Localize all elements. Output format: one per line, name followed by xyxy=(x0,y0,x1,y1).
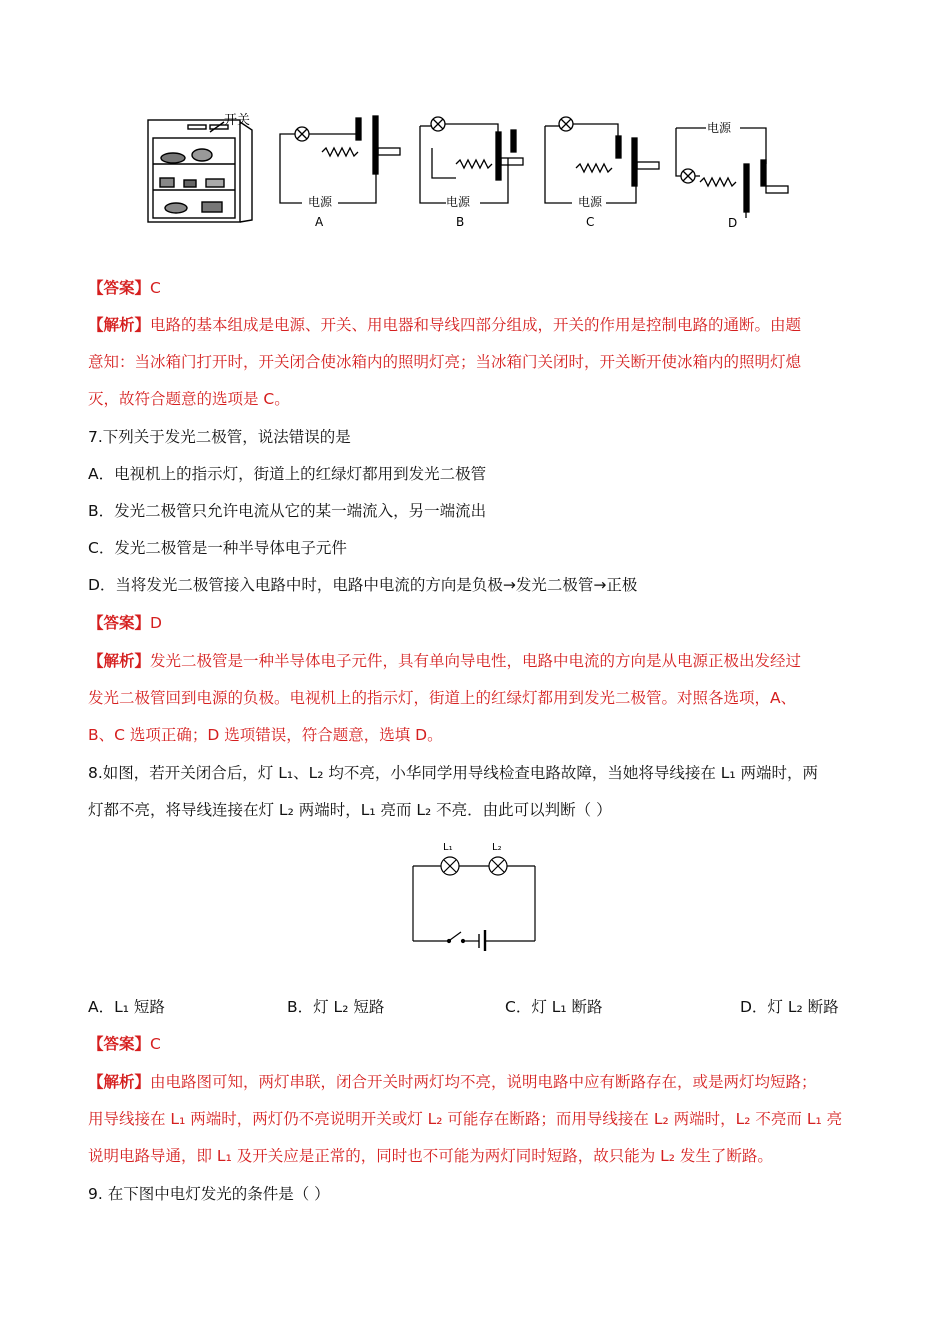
q7-option: D．当将发光二极管接入电路中时，电路中电流的方向是负极→发光二极管→正极 xyxy=(88,576,638,594)
q8-answer xyxy=(88,1033,161,1055)
q6-analysis-line xyxy=(88,314,801,336)
q8-circuit-figure xyxy=(405,836,545,951)
switch-label: 开关 xyxy=(224,113,251,128)
q8-option: D．灯 L₂ 断路 xyxy=(740,998,839,1016)
q7-option: C．发光二极管是一种半导体电子元件 xyxy=(88,539,347,557)
q7-question: 7.下列关于发光二极管，说法错误的是 xyxy=(88,428,351,446)
circuit-a xyxy=(280,116,400,203)
q8-circuit-svg xyxy=(405,836,545,951)
circuit-b xyxy=(420,117,523,203)
fridge-circuits-svg xyxy=(140,108,790,233)
answer-tag: 【答案】 xyxy=(88,1035,151,1053)
label-a: A xyxy=(315,215,324,229)
q8-analysis-line: 说明电路导通，即 L₁ 及开关应是正常的，同时也不可能为两灯同时短路，故只能为 L₂ 发生了断路。 xyxy=(88,1147,773,1165)
l1-label: L₁ xyxy=(443,842,453,853)
power-label-c: 电源 xyxy=(578,195,603,209)
analysis-tag: 【解析】 xyxy=(88,1073,151,1091)
answer-tag: 【答案】 xyxy=(88,279,151,297)
circuit-d xyxy=(676,128,788,218)
label-b: B xyxy=(456,215,465,229)
answer-tag: 【答案】 xyxy=(88,614,151,632)
q7-option: B．发光二极管只允许电流从它的某一端流入，另一端流出 xyxy=(88,502,487,520)
q6-analysis-line: 意知：当冰箱门打开时，开关闭合使冰箱内的照明灯亮；当冰箱门关闭时，开关断开使冰箱内的照明灯熄 xyxy=(88,353,802,371)
q8-question-line: 灯都不亮，将导线连接在灯 L₂ 两端时，L₁ 亮而 L₂ 不亮．由此可以判断（ ） xyxy=(88,801,612,819)
fridge-illustration xyxy=(148,120,252,222)
fridge-circuits-figure xyxy=(140,108,790,233)
q8-question-line: 8.如图，若开关闭合后，灯 L₁、L₂ 均不亮，小华同学用导线检查电路故障，当她将导线接在 L₁ 两端时，两 xyxy=(88,764,819,782)
label-c: C xyxy=(586,215,595,229)
circuit-c xyxy=(545,117,659,203)
label-d: D xyxy=(728,216,738,230)
q7-option: A．电视机上的指示灯，街道上的红绿灯都用到发光二极管 xyxy=(88,465,487,483)
answer-value: D xyxy=(150,614,162,632)
q7-analysis-line: 发光二极管回到电源的负极。电视机上的指示灯，街道上的红绿灯都用到发光二极管。对照各选项，A、 xyxy=(88,689,797,707)
q9-question: 9. 在下图中电灯发光的条件是（ ） xyxy=(88,1185,330,1203)
power-label-b: 电源 xyxy=(446,195,471,209)
q8-option: B．灯 L₂ 短路 xyxy=(287,998,385,1016)
analysis-text: 发光二极管是一种半导体电子元件，具有单向导电性，电路中电流的方向是从电源正极出发经过 xyxy=(150,652,802,670)
power-label-a: 电源 xyxy=(308,195,333,209)
analysis-text: 电路的基本组成是电源、开关、用电器和导线四部分组成，开关的作用是控制电路的通断。由题 xyxy=(150,316,802,334)
q6-answer xyxy=(88,277,161,299)
q6-analysis-line: 灭，故符合题意的选项是 C。 xyxy=(88,390,290,408)
q8-analysis-line: 用导线接在 L₁ 两端时，两灯仍不亮说明开关或灯 L₂ 可能存在断路；而用导线接在 L₂ 两端时，L₂ 不亮而 L₁ 亮 xyxy=(88,1110,843,1128)
q8-option: C．灯 L₁ 断路 xyxy=(505,998,603,1016)
answer-value: C xyxy=(150,279,161,297)
q8-analysis-line xyxy=(88,1071,817,1093)
q7-analysis-line xyxy=(88,650,801,672)
q7-answer xyxy=(88,612,162,634)
q8-option: A．L₁ 短路 xyxy=(88,998,165,1016)
analysis-text: 由电路图可知，两灯串联，闭合开关时两灯均不亮，说明电路中应有断路存在，或是两灯均短路； xyxy=(150,1073,817,1091)
analysis-tag: 【解析】 xyxy=(88,652,151,670)
answer-value: C xyxy=(150,1035,161,1053)
q7-analysis-line: B、C 选项正确；D 选项错误，符合题意，选填 D。 xyxy=(88,726,443,744)
power-label-d: 电源 xyxy=(707,121,732,135)
analysis-tag: 【解析】 xyxy=(88,316,151,334)
l2-label: L₂ xyxy=(492,842,502,853)
